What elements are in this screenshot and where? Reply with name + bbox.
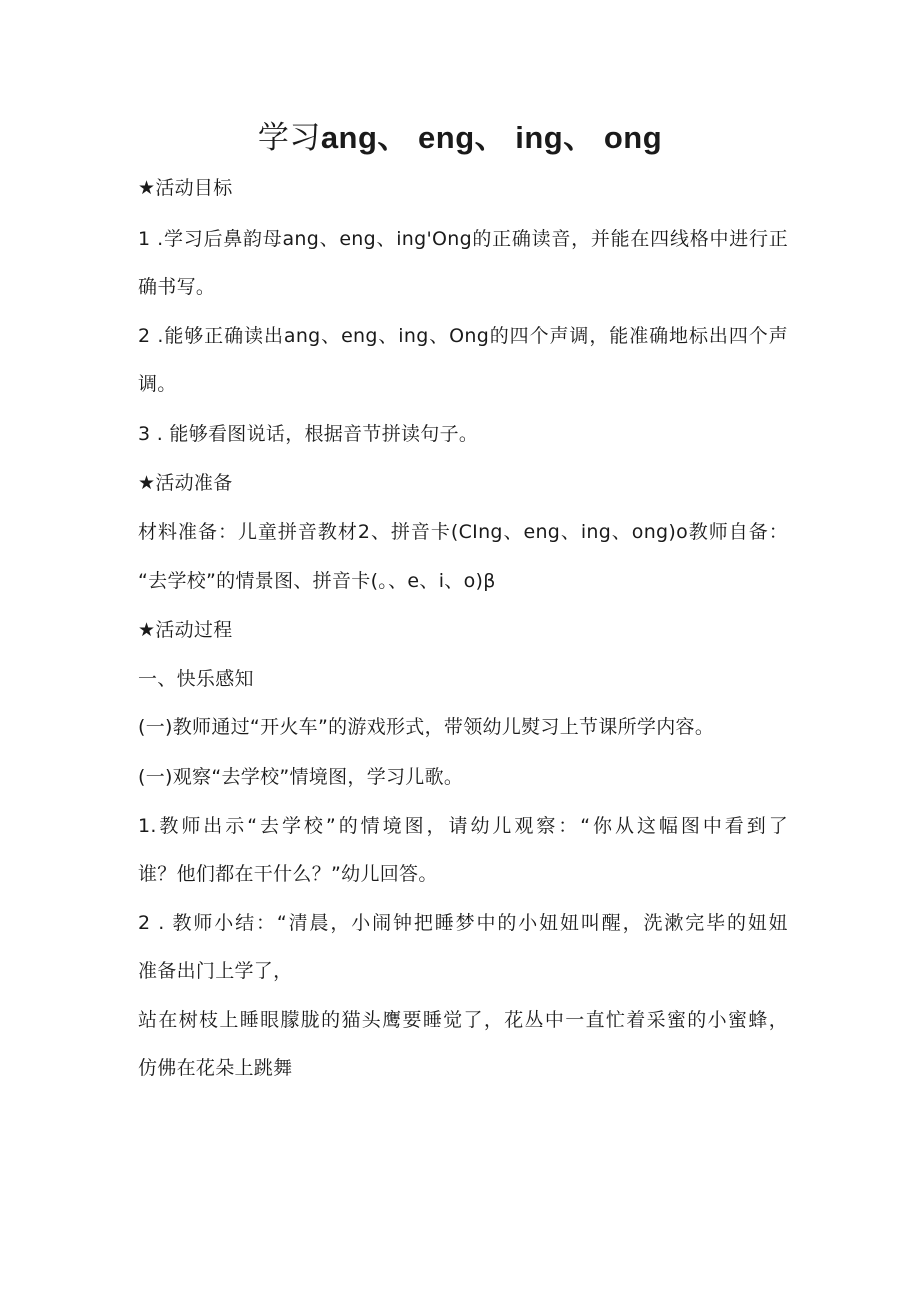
section-heading-goals: ★活动目标 <box>138 177 233 199</box>
step-1-b-1-line-1: 1.教师出示“去学校”的情境图，请幼儿观察：“你从这幅图中看到了 <box>138 815 788 837</box>
goal-2-line-2: 调。 <box>138 373 177 395</box>
step-1-b-1-line-2: 谁？他们都在干什么？”幼儿回答。 <box>138 863 438 885</box>
materials-line-1: 材料准备：儿童拼音教材2、拼音卡(CIng、eng、ing、ong)o教师自备： <box>138 521 788 543</box>
step-1-b-2-line-4: 仿佛在花朵上跳舞 <box>138 1057 293 1079</box>
goal-3: 3 . 能够看图说话，根据音节拼读句子。 <box>138 423 479 445</box>
goal-1-line-2: 确书写。 <box>138 276 216 298</box>
step-1-b-2-line-1: 2 . 教师小结：“清晨，小闹钟把睡梦中的小妞妞叫醒，洗漱完毕的妞妞 <box>138 912 788 934</box>
goal-1-line-1: 1 .学习后鼻韵母ang、eng、ing'Ong的正确读音，并能在四线格中进行正 <box>138 228 788 250</box>
page-title <box>0 116 920 160</box>
section-heading-process: ★活动过程 <box>138 619 233 641</box>
step-1-a: (一)教师通过“开火车”的游戏形式，带领幼儿熨习上节课所学内容。 <box>138 716 715 738</box>
step-1-b-2-line-2: 准备出门上学了， <box>138 960 293 982</box>
goal-2-line-1: 2 .能够正确读出ang、eng、ing、Ong的四个声调，能准确地标出四个声 <box>138 325 788 347</box>
step-1-b-2-line-3: 站在树枝上睡眼朦胧的猫头鹰要睡觉了，花丛中一直忙着采蜜的小蜜蜂， <box>138 1009 788 1031</box>
materials-line-2: “去学校”的情景图、拼音卡(。、e、i、o)β <box>138 570 496 592</box>
step-heading-1: 一、快乐感知 <box>138 668 254 690</box>
title-chinese: 学习 <box>257 120 321 156</box>
section-heading-preparation: ★活动准备 <box>138 472 233 494</box>
step-1-b: (一)观察“去学校”情境图，学习儿歌。 <box>138 766 464 788</box>
title-latin: ang、 eng、 ing、 ong <box>320 120 663 155</box>
